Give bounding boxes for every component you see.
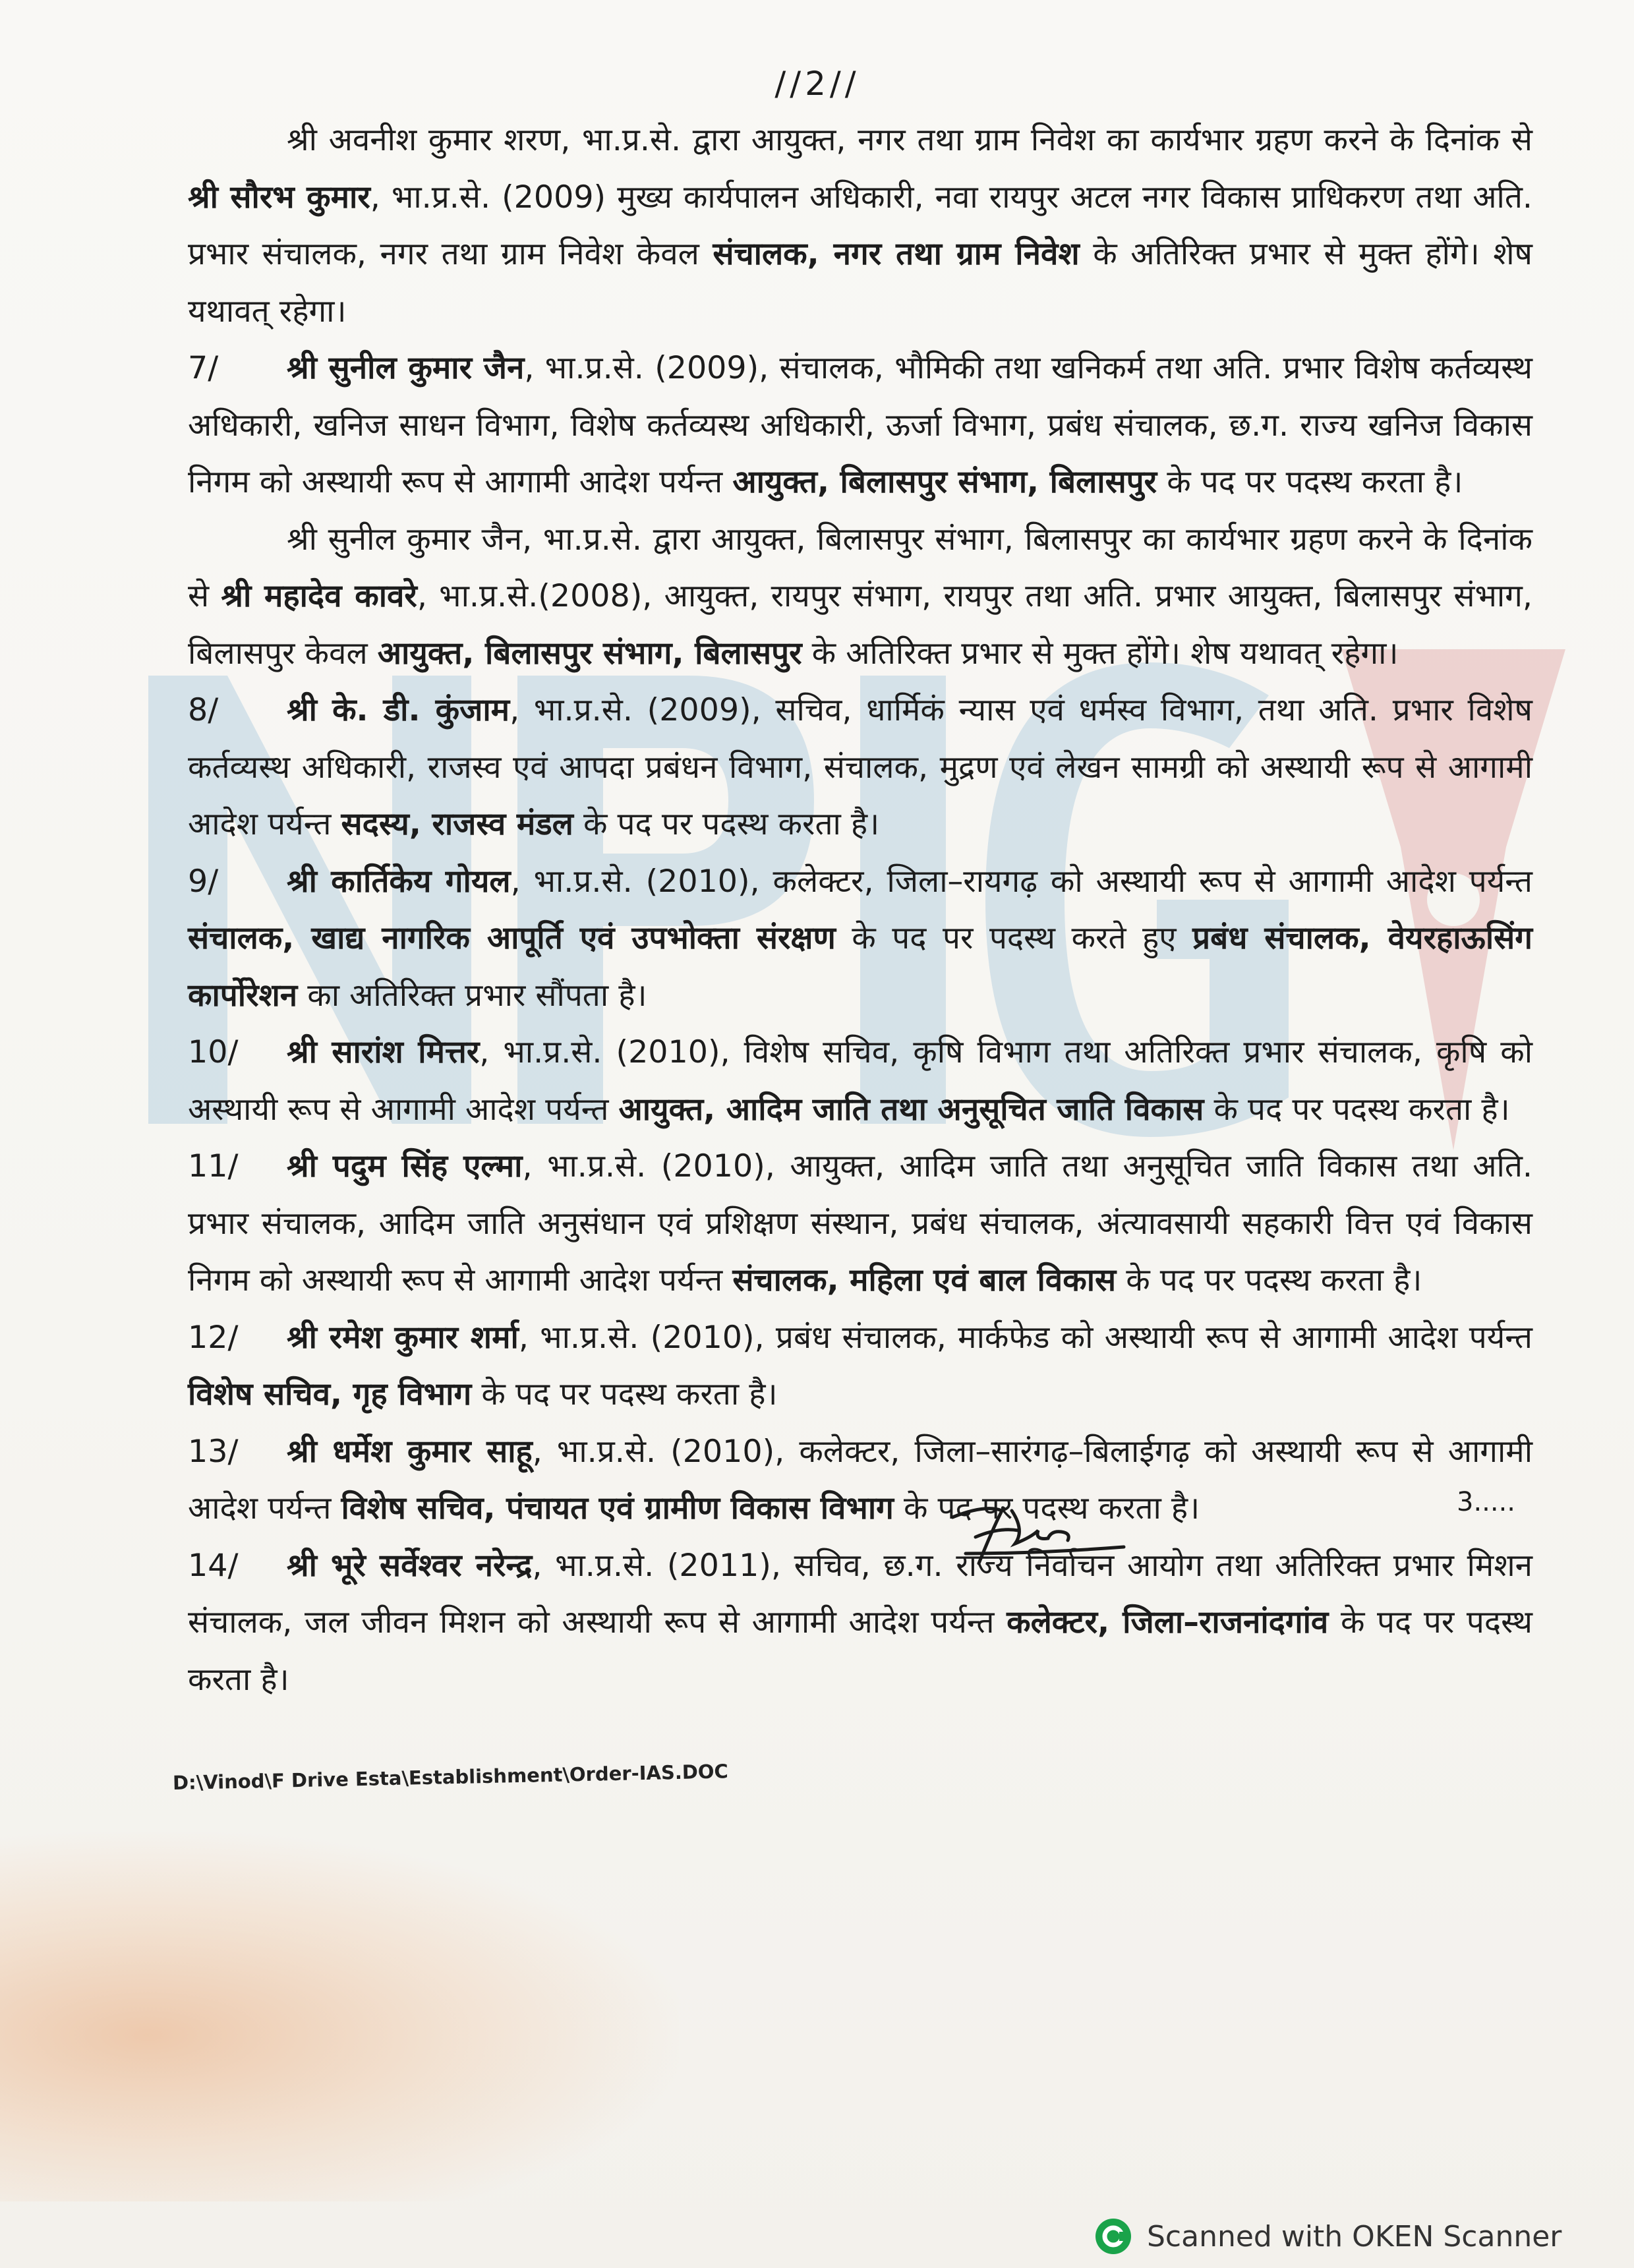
paragraph-number: 14/ [188, 1547, 239, 1584]
paragraph-text: के पद पर पदस्थ करता है। [471, 1376, 778, 1412]
order-paragraph [188, 1138, 1532, 1310]
paragraph-text: , भा.प्र.से. (2009) मुख्य कार्यपालन अधिकारी, नवा रायपुर अटल नगर विकास प्राधिकरण तथा अति. प्रभार संचालक, नगर तथा ग्राम निवेश केवल [188, 179, 1532, 272]
paragraph-text: का अतिरिक्त प्रभार सौंपता है। [297, 977, 647, 1014]
emphasized-text: प्रबंध संचालक, वेयरहाऊसिंग कार्पोरेशन [188, 920, 1532, 1014]
page-number-marker: //2// [774, 65, 860, 103]
emphasized-text: श्री महादेव कावरे [221, 578, 417, 614]
emphasized-text: श्री पदुम सिंह एल्मा [287, 1148, 523, 1184]
emphasized-text: आयुक्त, बिलासपुर संभाग, बिलासपुर [377, 635, 802, 672]
next-page-marker: 3..... [1457, 1487, 1516, 1517]
emphasized-text: श्री सौरभ कुमार [188, 179, 370, 216]
emphasized-text: आयुक्त, आदिम जाति तथा अनुसूचित जाति विकास [618, 1091, 1204, 1128]
emphasized-text: आयुक्त, बिलासपुर संभाग, बिलासपुर [732, 464, 1157, 500]
order-body [188, 112, 1532, 1708]
paragraph-text: के अतिरिक्त प्रभार से मुक्त होंगे। शेष यथावत् रहेगा। [802, 635, 1399, 672]
paragraph-text: , भा.प्र.से. (2010), कलेक्टर, जिला–सारंगढ़–बिलाईगढ़ को अस्थायी रूप से आगामी आदेश पर्यन्त [188, 1433, 1532, 1527]
paragraph-text: के पद पर पदस्थ करता है। [1157, 464, 1463, 500]
oken-scanner-logo-icon [1094, 2217, 1132, 2255]
paragraph-text: , भा.प्र.से. (2010), आयुक्त, आदिम जाति तथा अनुसूचित जाति विकास तथा अति. प्रभार संचालक, आदिम जाति अनुसंधान एवं प्रशिक्षण संस्थान, प्रबंध संचालक, अंत्यावसायी सहकारी वित्त एवं विकास निगम को अस्थायी रूप से आगामी आदेश पर्यन्त [188, 1148, 1532, 1298]
paragraph-text: के पद पर पदस्थ करता है। [573, 806, 880, 842]
paragraph-text: के पद पर पदस्थ करता है। [188, 1604, 1532, 1698]
paragraph-text: , भा.प्र.से. (2010), प्रबंध संचालक, मार्कफेड को अस्थायी रूप से आगामी आदेश पर्यन्त [518, 1319, 1532, 1356]
order-paragraph [188, 511, 1532, 683]
paragraph-number: 9/ [188, 863, 219, 900]
order-paragraph [188, 854, 1532, 1025]
emphasized-text: श्री सुनील कुमार जैन [287, 350, 525, 386]
paragraph-text: श्री सुनील कुमार जैन, भा.प्र.से. द्वारा आयुक्त, बिलासपुर संभाग, बिलासपुर का कार्यभार ग्रहण करने के दिनांक से [188, 521, 1532, 614]
signature [939, 1491, 1137, 1577]
emphasized-text: श्री रमेश कुमार शर्मा [287, 1319, 519, 1356]
emphasized-text: श्री के. डी. कुंजाम [287, 692, 510, 728]
paragraph-text: , भा.प्र.से. (2009), सचिव, धार्मिकं न्यास एवं धर्मस्व विभाग, तथा अति. प्रभार विशेष कर्तव्यस्थ अधिकारी, राजस्व एवं आपदा प्रबंधन विभाग, संचालक, मुद्रण एवं लेखन सामग्री को अस्थायी रूप से आगामी आदेश पर्यन्त [188, 692, 1533, 842]
paragraph-text: के पद पर पदस्थ करता है। [1116, 1262, 1422, 1298]
paragraph-number: 11/ [188, 1148, 239, 1184]
scanner-badge-text: Scanned with OKEN Scanner [1147, 2219, 1562, 2253]
paragraph-text: के पद पर पदस्थ करते हुए [835, 920, 1193, 956]
emphasized-text: संचालक, महिला एवं बाल विकास [732, 1262, 1117, 1298]
paragraph-text: , भा.प्र.से. (2010), कलेक्टर, जिला–रायगढ़ को अस्थायी रूप से आगामी आदेश पर्यन्त [510, 863, 1532, 900]
paper-stain [0, 1832, 679, 2201]
order-paragraph [188, 1024, 1532, 1138]
order-paragraph [188, 1538, 1532, 1709]
emphasized-text: संचालक, नगर तथा ग्राम निवेश [713, 236, 1080, 272]
paragraph-number: 12/ [188, 1319, 239, 1356]
order-paragraph [188, 112, 1532, 340]
file-path: D:\Vinod\F Drive Esta\Establishment\Order-IAS.DOC [172, 1760, 729, 1794]
paragraph-number: 13/ [188, 1433, 239, 1470]
paragraph-number: 10/ [188, 1034, 239, 1070]
paragraph-text: , भा.प्र.से. (2011), सचिव, छ.ग. राज्य निर्वाचन आयोग तथा अतिरिक्त प्रभार मिशन संचालक, जल जीवन मिशन को अस्थायी रूप से आगामी आदेश पर्यन्त [188, 1547, 1532, 1641]
order-paragraph [188, 1310, 1532, 1424]
emphasized-text: श्री भूरे सर्वेश्वर नरेन्द्र [287, 1547, 533, 1584]
emphasized-text: श्री कार्तिकेय गोयल [287, 863, 511, 900]
emphasized-text: श्री धर्मेश कुमार साहू [287, 1433, 533, 1470]
emphasized-text: कलेक्टर, जिला–राजनांदगांव [1007, 1604, 1329, 1641]
order-paragraph [188, 340, 1532, 511]
paragraph-text: , भा.प्र.से.(2008), आयुक्त, रायपुर संभाग, रायपुर तथा अति. प्रभार आयुक्त, बिलासपुर संभाग, बिलासपुर केवल [188, 578, 1532, 672]
order-paragraph [188, 1424, 1532, 1538]
scanner-badge [1094, 2213, 1561, 2259]
paragraph-number: 7/ [188, 350, 219, 386]
emphasized-text: विशेष सचिव, गृह विभाग [188, 1376, 472, 1412]
paragraph-text: के पद पर पदस्थ करता है। [893, 1490, 1200, 1527]
emphasized-text: विशेष सचिव, पंचायत एवं ग्रामीण विकास विभाग [341, 1490, 894, 1527]
paragraph-number: 8/ [188, 692, 219, 728]
order-paragraph [188, 682, 1532, 854]
paragraph-text: , भा.प्र.से. (2009), संचालक, भौमिकी तथा खनिकर्म तथा अति. प्रभार विशेष कर्तव्यस्थ अधिकारी, खनिज साधन विभाग, विशेष कर्तव्यस्थ अधिकारी, ऊर्जा विभाग, प्रबंध संचालक, छ.ग. राज्य खनिज विकास निगम को अस्थायी रूप से आगामी आदेश पर्यन्त [188, 350, 1532, 500]
paragraph-text: के अतिरिक्त प्रभार से मुक्त होंगे। शेष यथावत् रहेगा। [188, 236, 1532, 330]
emphasized-text: श्री सारांश मित्तर [287, 1034, 480, 1070]
emphasized-text: सदस्य, राजस्व मंडल [341, 806, 573, 842]
emphasized-text: संचालक, खाद्य नागरिक आपूर्ति एवं उपभोक्ता संरक्षण [188, 920, 836, 956]
paragraph-text: श्री अवनीश कुमार शरण, भा.प्र.से. द्वारा आयुक्त, नगर तथा ग्राम निवेश का कार्यभार ग्रहण करने के दिनांक से [287, 122, 1532, 158]
paragraph-text: , भा.प्र.से. (2010), विशेष सचिव, कृषि विभाग तथा अतिरिक्त प्रभार संचालक, कृषि को अस्थायी रूप से आगामी आदेश पर्यन्त [188, 1034, 1532, 1128]
paragraph-text: के पद पर पदस्थ करता है। [1204, 1091, 1510, 1128]
